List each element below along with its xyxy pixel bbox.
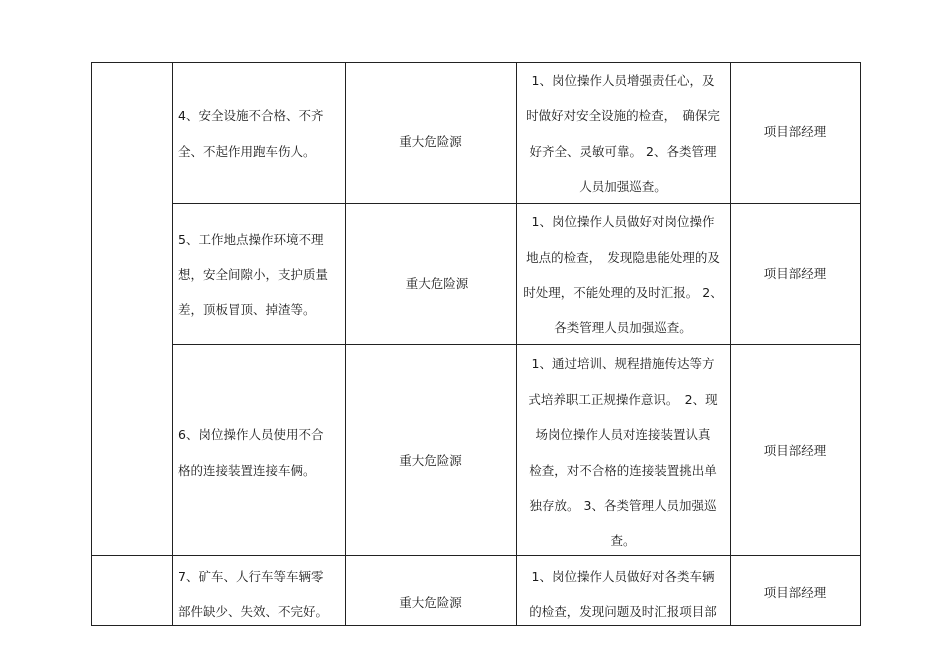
measure-text: 独存放。 3、各类管理人员加强巡 xyxy=(529,498,717,513)
measure-text: 1、通过培训、规程措施传达等方 xyxy=(531,356,715,371)
measure-text: 式培养职工正规操作意识。 2、现 xyxy=(528,392,718,407)
measure-text: 1、岗位操作人员做好对各类车辆 xyxy=(531,569,715,584)
measure-text: 的检查，发现问题及时汇报项目部 xyxy=(529,604,717,619)
table-border-right xyxy=(860,62,861,626)
hazard-text: 部件缺少、失效、不完好。 xyxy=(178,604,329,619)
column-divider xyxy=(730,62,731,626)
risk-level: 重大危险源 xyxy=(399,595,462,610)
measure-text: 各类管理人员加强巡查。 xyxy=(554,320,692,335)
table-border-left xyxy=(91,62,92,626)
hazard-text: 5、工作地点操作环境不理 xyxy=(178,232,324,247)
measure-text: 1、岗位操作人员增强责任心，及 xyxy=(531,73,715,88)
hazard-text: 6、岗位操作人员使用不合 xyxy=(178,427,324,442)
hazard-text: 格的连接装置连接车俩。 xyxy=(178,463,316,478)
risk-level: 重大危险源 xyxy=(399,134,462,149)
measure-text: 查。 xyxy=(610,533,636,548)
responsible-person: 项目部经理 xyxy=(763,124,827,139)
measure-text: 时做好对安全设施的检查， 确保完 xyxy=(526,108,720,123)
measure-text: 地点的检查， 发现隐患能处理的及 xyxy=(526,250,720,265)
hazard-text: 想，安全间隙小，支护质量 xyxy=(178,267,329,282)
responsible-person: 项目部经理 xyxy=(763,443,827,458)
table-border-bottom xyxy=(91,625,861,626)
measure-text: 时处理，不能处理的及时汇报。 2、 xyxy=(523,285,723,300)
hazard-text: 4、安全设施不合格、不齐 xyxy=(178,108,324,123)
column-divider xyxy=(172,62,173,626)
measure-text: 场岗位操作人员对连接装置认真 xyxy=(535,427,711,442)
hazard-text: 全、不起作用跑车伤人。 xyxy=(178,144,316,159)
risk-level: 重大危险源 xyxy=(405,276,469,291)
measure-text: 好齐全、灵敏可靠。 2、各类管理 xyxy=(529,144,717,159)
measure-text: 人员加强巡查。 xyxy=(579,179,667,194)
measure-text: 检查，对不合格的连接装置挑出单 xyxy=(529,463,717,478)
responsible-person: 项目部经理 xyxy=(763,266,827,281)
measure-text: 1、岗位操作人员做好对岗位操作 xyxy=(531,214,715,229)
hazard-text: 差，顶板冒顶、掉渣等。 xyxy=(178,302,316,317)
hazard-text: 7、矿车、人行车等车辆零 xyxy=(178,569,324,584)
row-divider xyxy=(91,555,861,556)
responsible-person: 项目部经理 xyxy=(763,585,827,600)
table-border-top xyxy=(91,62,861,63)
risk-level: 重大危险源 xyxy=(399,453,462,468)
